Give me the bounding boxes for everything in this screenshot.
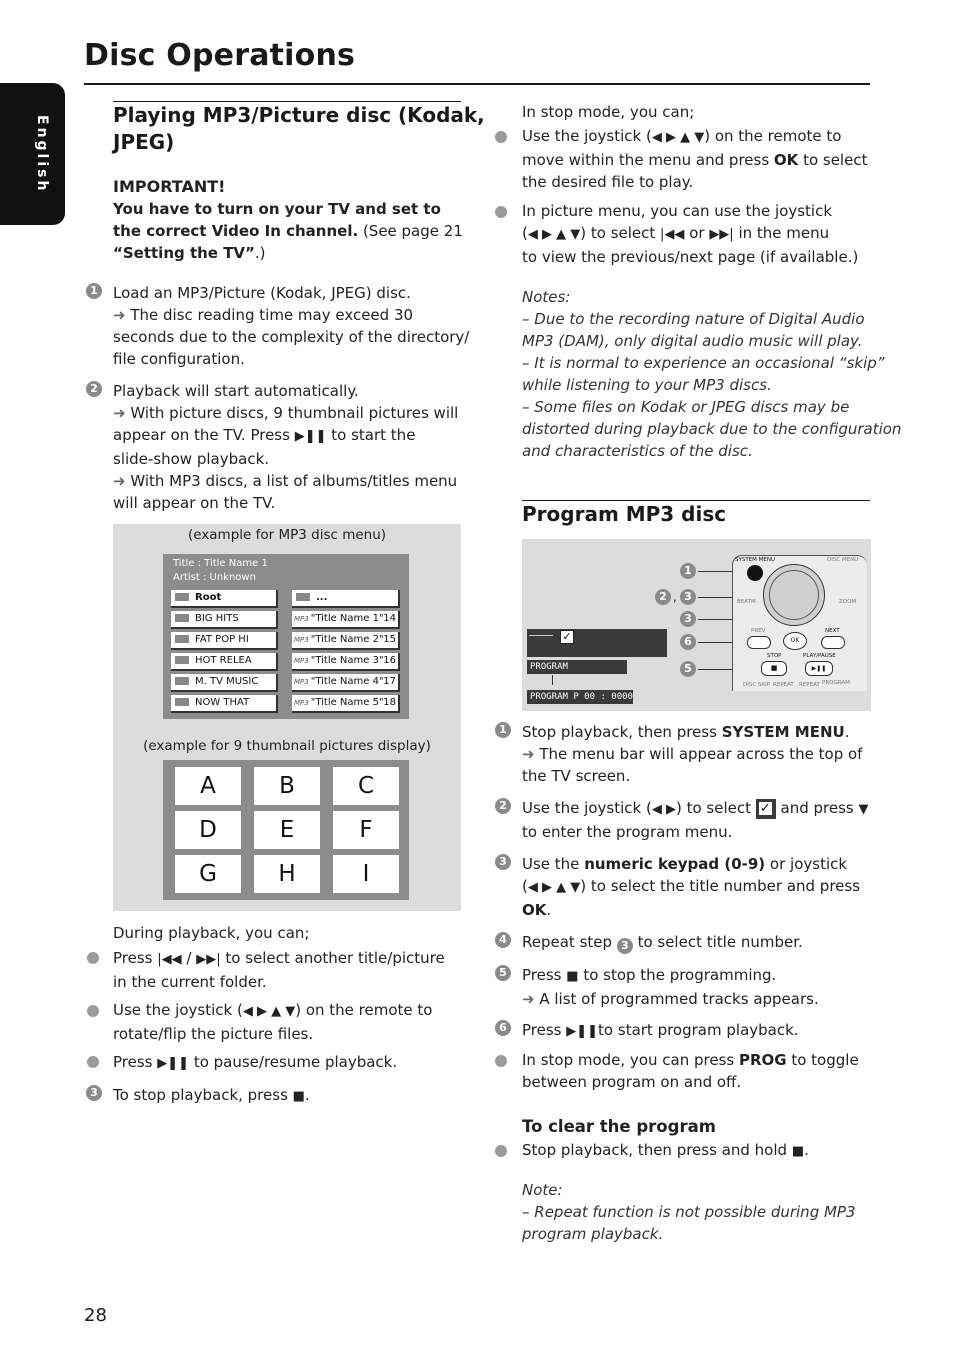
folder-row: HOT RELEA — [171, 653, 278, 671]
play-pause-icon: ▶❚❚ — [157, 1056, 190, 1071]
track-row: MP3 "Title Name 2" 15 — [292, 632, 400, 650]
callout-1: 1 — [680, 563, 696, 579]
joystick-arrows-icon: ◀ ▶ ▲ ▼ — [527, 880, 581, 895]
bullet — [87, 1005, 99, 1017]
bullet — [87, 952, 99, 964]
stop-button: ■ — [761, 661, 787, 676]
mp3-file-icon: MP3 — [294, 678, 309, 686]
system-menu-button — [747, 565, 763, 581]
bullet — [495, 1145, 507, 1157]
important-note: You have to turn on your TV and set to the correct Video In channel. (See page 21 “Setting the TV”.) — [113, 200, 463, 262]
bullet — [87, 1056, 99, 1068]
joystick-arrows-icon: ◀ ▶ ▲ ▼ — [242, 1004, 296, 1019]
thumbnail: F — [333, 811, 399, 849]
clear-program-title: To clear the program — [522, 1117, 716, 1136]
program-step-5: Press ■ to stop the programming. ➜ A list of programmed tracks appears. — [522, 966, 819, 1008]
callout-2: 2 — [655, 589, 671, 605]
clear-program-text: Stop playback, then press and hold ■. — [522, 1141, 809, 1159]
folder-icon — [175, 677, 189, 685]
program-step-1: Stop playback, then press SYSTEM MENU. ➜ The menu bar will appear across the top of the TV screen. — [522, 723, 863, 785]
folder-row: Root — [171, 590, 278, 608]
bullet — [495, 206, 507, 218]
thumbnail: C — [333, 767, 399, 805]
step-number-2: 2 — [495, 798, 511, 814]
section-title: Playing MP3/Picture disc (Kodak, JPEG) — [113, 103, 485, 154]
callout-6: 6 — [680, 634, 696, 650]
folder-icon — [175, 614, 189, 622]
down-arrow-line — [552, 675, 553, 685]
callout-5: 5 — [680, 661, 696, 677]
bullet — [495, 1055, 507, 1067]
play-pause-icon: ▶❚❚ — [294, 429, 327, 444]
arrow-icon: ➜ — [113, 306, 126, 324]
step-number-2: 2 — [86, 381, 102, 397]
thumbnail: H — [254, 855, 320, 893]
folder-row: FAT POP HI — [171, 632, 278, 650]
bullet-skip-text: Press |◀◀ / ▶▶| to select another title/picture in the current folder. — [113, 949, 445, 991]
folder-row: M. TV MUSIC — [171, 674, 278, 692]
arrow-icon: ➜ — [113, 472, 126, 490]
callout-3b: 3 — [680, 611, 696, 627]
stop-mode-label: In stop mode, you can; — [522, 103, 695, 121]
play-pause-button: ▶❚❚ — [805, 661, 833, 676]
step-number-4: 4 — [495, 932, 511, 948]
stop-icon: ■ — [292, 1089, 305, 1104]
joystick-icon — [763, 564, 825, 626]
previous-icon: |◀◀ — [660, 227, 685, 242]
step-number-3: 3 — [495, 854, 511, 870]
folder-icon — [175, 698, 189, 706]
ok-button: OK — [783, 632, 807, 650]
tv-menu-bar — [527, 629, 667, 657]
parent-folder-row: ... — [292, 590, 400, 608]
arrow-icon: ➜ — [522, 745, 535, 763]
track-row: MP3 "Title Name 5" 18 — [292, 695, 400, 713]
bullet-joystick-text: Use the joystick (◀ ▶ ▲ ▼) on the remote to move within the menu and press OK to select the desired file to play. — [522, 127, 868, 191]
page-number: 28 — [84, 1305, 107, 1326]
thumbnail: I — [333, 855, 399, 893]
step-number-3: 3 — [86, 1085, 102, 1101]
callout-comma: , — [673, 590, 677, 604]
notes: Notes: – Due to the recording nature of Digital Audio MP3 (DAM), only digital audio music will play. – It is normal to experience an occasional “skip” while listening to your MP3 discs. – Some files on Kodak or JPEG discs may be distorted during playback due to the configuration and characteristics of the disc. — [522, 288, 902, 460]
bullet-rotate-text: Use the joystick (◀ ▶ ▲ ▼) on the remote to rotate/flip the picture files. — [113, 1001, 433, 1043]
thumbnail: A — [175, 767, 241, 805]
step-number-6: 6 — [495, 1020, 511, 1036]
page-title: Disc Operations — [84, 38, 356, 73]
language-tab — [0, 83, 65, 225]
thumbnail-grid — [163, 760, 409, 900]
mp3-file-icon: MP3 — [294, 636, 309, 644]
folder-icon — [175, 656, 189, 664]
left-right-arrows-icon: ◀ ▶ — [651, 802, 676, 817]
bullet-picture-menu-text: In picture menu, you can use the joystick (◀ ▶ ▲ ▼) to select |◀◀ or ▶▶| in the menu to view the previous/next page (if available.) — [522, 202, 859, 266]
step-number-1: 1 — [495, 722, 511, 738]
thumb-caption: (example for 9 thumbnail pictures display) — [143, 738, 431, 754]
mp3-file-icon: MP3 — [294, 699, 309, 707]
joystick-arrows-icon: ◀ ▶ ▲ ▼ — [651, 130, 705, 145]
previous-icon: |◀◀ — [157, 952, 182, 967]
stop-icon: ■ — [791, 1144, 805, 1159]
folder-icon — [296, 593, 310, 601]
language-tab-label: English — [34, 115, 50, 194]
important-label: IMPORTANT! — [113, 177, 226, 196]
step-1-text: Load an MP3/Picture (Kodak, JPEG) disc. ➜ The disc reading time may exceed 30 seconds due to the complexity of the directory/ file configuration. — [113, 284, 470, 368]
menu-artist: Artist : Unknown — [173, 572, 256, 583]
thumbnail: G — [175, 855, 241, 893]
thumbnail: B — [254, 767, 320, 805]
title-rule — [84, 83, 870, 85]
menu-title: Title : Title Name 1 — [173, 558, 268, 569]
joystick-arrows-icon: ◀ ▶ ▲ ▼ — [527, 227, 581, 242]
track-row: MP3 "Title Name 1" 14 — [292, 611, 400, 629]
stop-icon: ■ — [566, 969, 579, 984]
folder-icon — [175, 635, 189, 643]
step-number-1: 1 — [86, 283, 102, 299]
tv-program-time: PROGRAM P 00 : 0000 — [527, 690, 633, 704]
note: Note: – Repeat function is not possible during MP3 program playback. — [522, 1181, 856, 1243]
program-step-6: Press ▶❚❚to start program playback. — [522, 1021, 799, 1039]
folder-icon — [175, 593, 189, 601]
bullet — [495, 131, 507, 143]
mp3-menu-example — [163, 554, 409, 719]
next-icon: ▶▶| — [196, 952, 221, 967]
remote-control-illustration: SYSTEM MENU DISC MENU BEATM ZOOM PREV OK NEXT STOP PLAY/PAUSE ■ ▶❚❚ DISC SKIP REPEAT REPEAT PROGRAM — [732, 555, 867, 691]
mp3-file-icon: MP3 — [294, 657, 309, 665]
mp3-file-icon: MP3 — [294, 615, 309, 623]
bullet-prog-toggle: In stop mode, you can press PROG to toggle between program on and off. — [522, 1051, 859, 1091]
program-step-4: Repeat step 3 to select title number. — [522, 933, 803, 952]
callout-3: 3 — [680, 589, 696, 605]
step-ref-3: 3 — [617, 938, 633, 954]
arrow-icon: ➜ — [113, 404, 126, 422]
program-checkmark-icon: ✓ — [560, 630, 574, 644]
step-number-5: 5 — [495, 965, 511, 981]
next-icon: ▶▶| — [709, 227, 734, 242]
program-checkmark-icon: ✓ — [756, 799, 776, 819]
thumbnail: E — [254, 811, 320, 849]
folder-row: BIG HITS — [171, 611, 278, 629]
track-row: MP3 "Title Name 4" 17 — [292, 674, 400, 692]
thumbnail: D — [175, 811, 241, 849]
arrow-icon: ➜ — [522, 990, 535, 1008]
program-step-3: Use the numeric keypad (0-9) or joystick (◀ ▶ ▲ ▼) to select the title number and press OK. — [522, 855, 861, 919]
step-2-text: Playback will start automatically. ➜ With picture discs, 9 thumbnail pictures will appear on the TV. Press ▶❚❚ to start the slide-show playback. ➜ With MP3 discs, a list of albums/titles menu will appear on the TV. — [113, 382, 459, 512]
down-arrow-icon: ▼ — [858, 802, 869, 817]
program-step-2: Use the joystick (◀ ▶) to select ✓ and press ▼ to enter the program menu. — [522, 799, 869, 841]
bullet-pause-text: Press ▶❚❚ to pause/resume playback. — [113, 1053, 398, 1071]
step-3-text: To stop playback, press ■. — [113, 1086, 310, 1104]
during-playback-label: During playback, you can; — [113, 924, 310, 942]
folder-row: NOW THAT — [171, 695, 278, 713]
program-section-title: Program MP3 disc — [522, 502, 727, 526]
track-row: MP3 "Title Name 3" 16 — [292, 653, 400, 671]
tv-program-label: PROGRAM — [527, 660, 627, 674]
menu-caption: (example for MP3 disc menu) — [187, 527, 387, 543]
play-pause-icon: ▶❚❚ — [566, 1024, 599, 1039]
